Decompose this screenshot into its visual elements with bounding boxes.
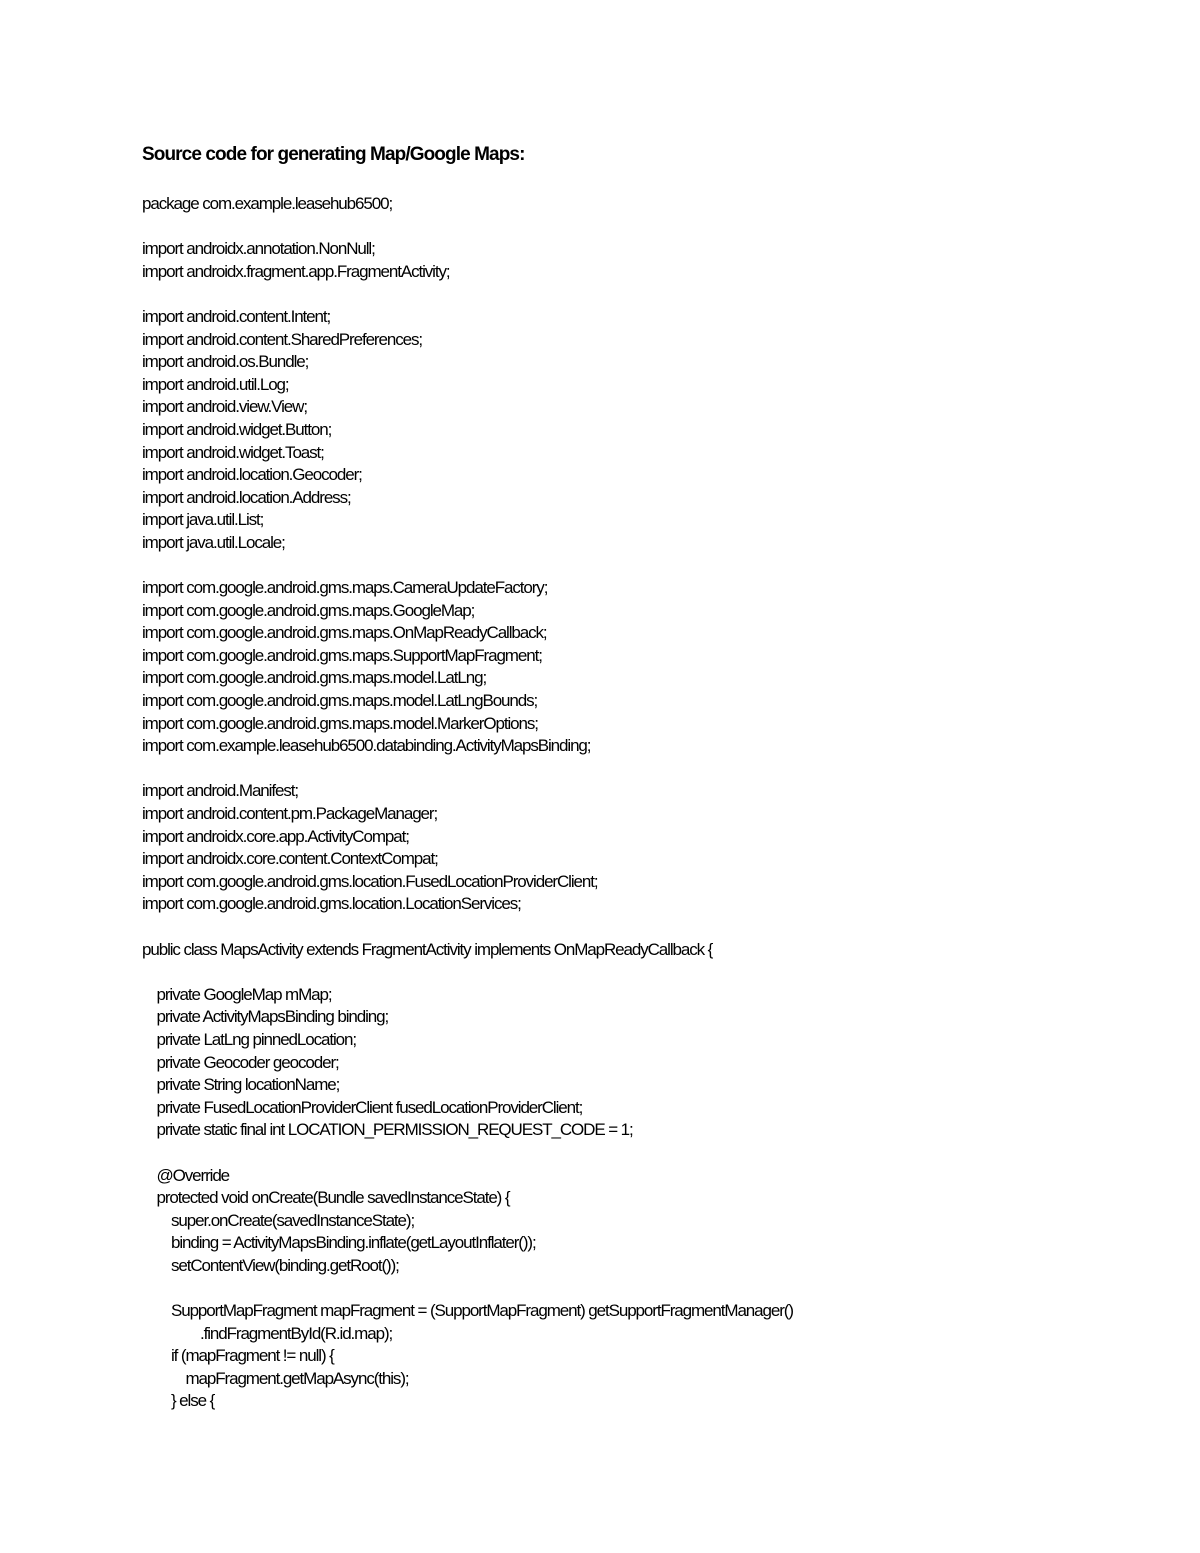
blank-line bbox=[142, 555, 793, 578]
blank-line bbox=[142, 216, 793, 239]
code-line: import android.content.Intent; bbox=[142, 306, 331, 326]
code-line: private String locationName; bbox=[142, 1075, 340, 1095]
code-line: super.onCreate(savedInstanceState); bbox=[142, 1210, 415, 1230]
code-line: import android.content.SharedPreferences; bbox=[142, 329, 422, 349]
code-line: binding = ActivityMapsBinding.inflate(getLayoutInflater()); bbox=[142, 1233, 536, 1253]
blank-line bbox=[142, 283, 793, 306]
code-line: import com.google.android.gms.maps.model.LatLng; bbox=[142, 668, 487, 688]
code-line: import androidx.annotation.NonNull; bbox=[142, 239, 375, 259]
code-line: import android.location.Address; bbox=[142, 487, 351, 507]
code-line: import android.widget.Toast; bbox=[142, 442, 324, 462]
code-line: private static final int LOCATION_PERMISSION_REQUEST_CODE = 1; bbox=[142, 1120, 633, 1140]
code-line: import com.google.android.gms.maps.OnMapReadyCallback; bbox=[142, 623, 547, 643]
code-line: import android.os.Bundle; bbox=[142, 352, 309, 372]
code-line: if (mapFragment != null) { bbox=[142, 1346, 334, 1366]
code-line: import androidx.core.content.ContextCompat; bbox=[142, 849, 438, 869]
code-line: private Geocoder geocoder; bbox=[142, 1052, 339, 1072]
document-title: Source code for generating Map/Google Maps: bbox=[142, 144, 525, 165]
code-line: public class MapsActivity extends FragmentActivity implements OnMapReadyCallback { bbox=[142, 939, 713, 959]
code-line: import com.google.android.gms.maps.SupportMapFragment; bbox=[142, 645, 542, 665]
code-line: package com.example.leasehub6500; bbox=[142, 194, 393, 213]
code-line: @Override bbox=[142, 1165, 230, 1185]
code-line: import com.google.android.gms.location.LocationServices; bbox=[142, 894, 521, 914]
code-line: setContentView(binding.getRoot()); bbox=[142, 1255, 399, 1275]
code-line: import com.google.android.gms.maps.model.LatLngBounds; bbox=[142, 691, 538, 711]
source-code-block bbox=[142, 193, 793, 1413]
code-line: import com.google.android.gms.maps.CameraUpdateFactory; bbox=[142, 578, 548, 598]
code-line: import android.Manifest; bbox=[142, 781, 298, 801]
blank-line bbox=[142, 961, 793, 984]
code-line: import android.util.Log; bbox=[142, 374, 289, 394]
code-line: } else { bbox=[142, 1391, 215, 1411]
code-line: import android.location.Geocoder; bbox=[142, 465, 362, 485]
blank-line bbox=[142, 916, 793, 939]
code-line: import android.view.View; bbox=[142, 397, 307, 417]
code-line: private FusedLocationProviderClient fusedLocationProviderClient; bbox=[142, 1097, 583, 1117]
blank-line bbox=[142, 1142, 793, 1165]
code-line: import android.content.pm.PackageManager; bbox=[142, 804, 438, 824]
code-line: .findFragmentById(R.id.map); bbox=[142, 1323, 393, 1343]
code-line: protected void onCreate(Bundle savedInstanceState) { bbox=[142, 1188, 510, 1208]
code-line: import com.google.android.gms.location.FusedLocationProviderClient; bbox=[142, 871, 598, 891]
code-line: import com.google.android.gms.maps.model.MarkerOptions; bbox=[142, 713, 538, 733]
code-line: private ActivityMapsBinding binding; bbox=[142, 1007, 389, 1027]
code-line: import com.example.leasehub6500.databinding.ActivityMapsBinding; bbox=[142, 736, 591, 756]
code-line: private LatLng pinnedLocation; bbox=[142, 1029, 357, 1049]
code-line: import androidx.core.app.ActivityCompat; bbox=[142, 826, 409, 846]
code-line: import java.util.List; bbox=[142, 510, 264, 530]
code-line: mapFragment.getMapAsync(this); bbox=[142, 1368, 409, 1388]
code-line: import java.util.Locale; bbox=[142, 532, 285, 552]
code-line: import com.google.android.gms.maps.GoogleMap; bbox=[142, 600, 475, 620]
code-line: import androidx.fragment.app.FragmentActivity; bbox=[142, 261, 450, 281]
code-line: private GoogleMap mMap; bbox=[142, 984, 332, 1004]
code-line: import android.widget.Button; bbox=[142, 419, 332, 439]
blank-line bbox=[142, 1278, 793, 1301]
blank-line bbox=[142, 758, 793, 781]
code-line: SupportMapFragment mapFragment = (SupportMapFragment) getSupportFragmentManager() bbox=[142, 1301, 793, 1321]
